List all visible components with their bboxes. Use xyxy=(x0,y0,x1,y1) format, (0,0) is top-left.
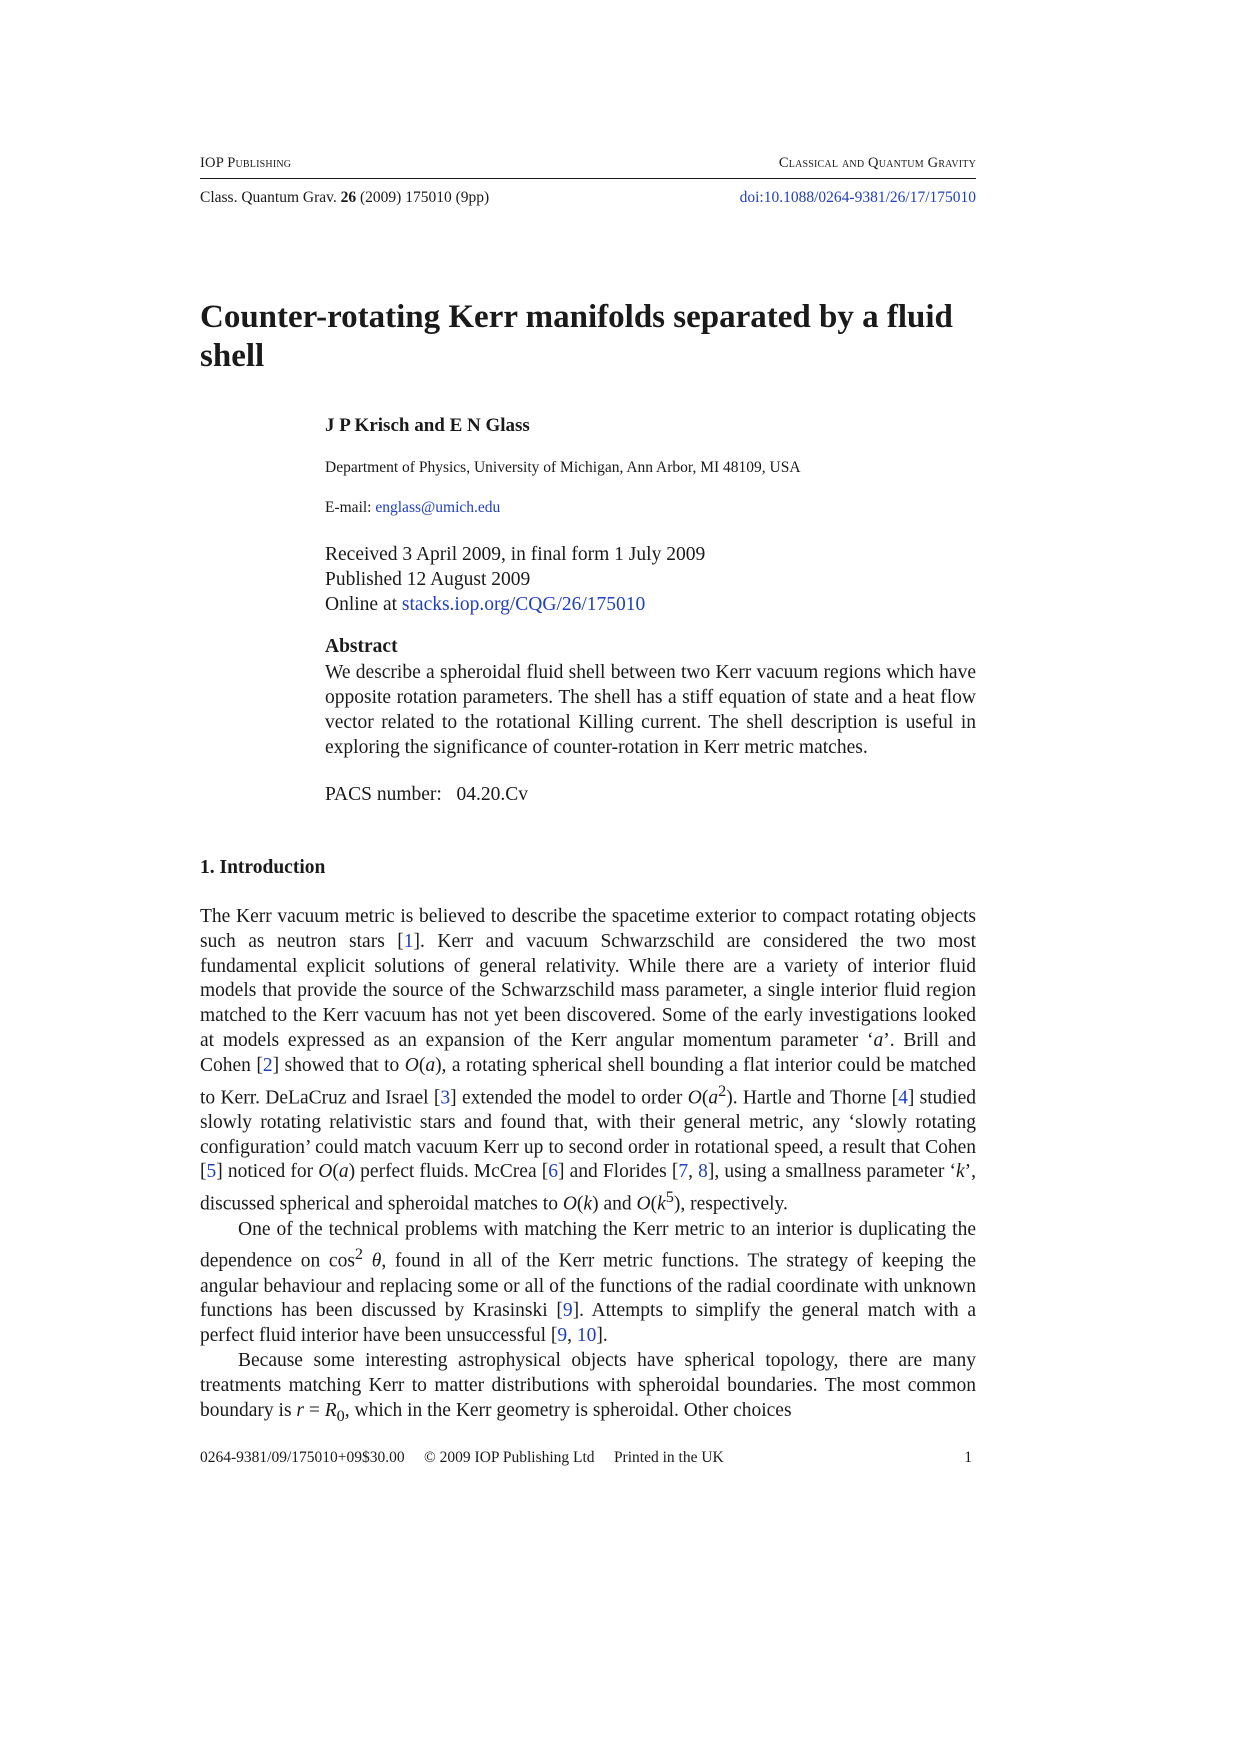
journal-name: Classical and Quantum Gravity xyxy=(778,155,976,171)
doi-link[interactable]: doi:10.1088/0264-9381/26/17/175010 xyxy=(739,189,976,206)
citation-line xyxy=(200,189,489,207)
citation-ref-4[interactable]: 4 xyxy=(898,1087,908,1109)
footer-copyright: © 2009 IOP Publishing Ltd xyxy=(424,1449,595,1466)
dates-block xyxy=(325,542,705,617)
pacs-line xyxy=(325,782,528,807)
authors: J P Krisch and E N Glass xyxy=(325,415,530,436)
header-rule xyxy=(200,178,976,179)
footer-code: 0264-9381/09/175010+09$30.00 xyxy=(200,1449,405,1466)
citation-ref-10[interactable]: 10 xyxy=(576,1325,597,1347)
citation-ref-1[interactable]: 1 xyxy=(403,930,414,952)
citation-ref-3[interactable]: 3 xyxy=(440,1087,451,1109)
online-link[interactable]: stacks.iop.org/CQG/26/175010 xyxy=(401,594,646,615)
article-title: Counter-rotating Kerr manifolds separated by a fluid shell xyxy=(200,299,953,374)
doi-link-container xyxy=(740,189,976,207)
abstract-text: We describe a spheroidal fluid shell between two Kerr vacuum regions which have opposite rotation parameters. The shell has a stiff equation of state and a heat flow vector related to the rotational Killing current. The shell description is useful in exploring the significance of counter-rotation in Kerr metric matches. xyxy=(325,662,976,758)
email-line xyxy=(325,499,500,517)
citation-details: (2009) 175010 (9pp) xyxy=(360,189,490,206)
pacs-value: 04.20.Cv xyxy=(456,784,528,805)
page-footer xyxy=(200,1449,976,1467)
online-line xyxy=(325,592,705,617)
abstract-heading: Abstract xyxy=(325,636,398,657)
affiliation: Department of Physics, University of Michigan, Ann Arbor, MI 48109, USA xyxy=(325,459,801,476)
paragraph-3: Because some interesting astrophysical objects have spherical topology, there are many treatments matching Kerr to matter distributions with spheroidal boundaries. The most common boundary is $r = R_0$, which in the Kerr geometry is spheroidal. Other choices xyxy=(200,1350,976,1425)
email-link[interactable]: englass@umich.edu xyxy=(375,499,501,516)
citation-ref-2[interactable]: 2 xyxy=(262,1054,273,1076)
section-heading: 1. Introduction xyxy=(200,857,326,878)
citation-ref-9[interactable]: 9 xyxy=(562,1300,573,1322)
pacs-label: PACS number: xyxy=(325,784,442,805)
paragraph-1: The Kerr vacuum metric is believed to describe the spacetime exterior to compact rotating objects such as neutron stars [1]. Kerr and vacuum Schwarzschild are considered the two most fundamental explicit solutions of general relativity. While there are a variety of interior fluid models that provide the source of the Schwarzschild mass parameter, a single interior fluid region matched to the Kerr vacuum has not yet been discovered. Some of the early investigations looked at models expressed as an expansion of the Kerr angular momentum parameter ‘a’. Brill and Cohen [2] showed that to O(a), a rotating spherical shell bounding a flat interior could be matched to Kerr. DeLaCruz and Israel [3] extended the model to order $O(a^2)$. Hartle and Thorne [4] studied slowly rotating relativistic stars and found that, with their general metric, any ‘slowly rotating configuration’ could match vacuum Kerr up to second order in rotational speed, a result that Cohen [5] noticed for O(a) perfect fluids. McCrea [6] and Florides [7, 8], using a smallness parameter ‘k’, discussed spherical and spheroidal matches to O(k) and $O(k^5)$, respectively. xyxy=(200,906,977,1215)
citation-ref-8[interactable]: 8 xyxy=(698,1161,708,1183)
publisher-name: IOP Publishing xyxy=(200,155,292,171)
footer-printed: Printed in the UK xyxy=(613,1449,724,1466)
citation-ref-9b[interactable]: 9 xyxy=(557,1325,568,1347)
citation-journal: Class. Quantum Grav. xyxy=(200,189,337,206)
received-date: Received 3 April 2009, in final form 1 July 2009 xyxy=(325,544,706,565)
online-label: Online at xyxy=(325,594,398,615)
section-body xyxy=(200,905,976,1428)
published-date: Published 12 August 2009 xyxy=(325,569,531,590)
citation-ref-5[interactable]: 5 xyxy=(206,1161,217,1183)
citation-volume: 26 xyxy=(340,189,357,206)
paragraph-2: One of the technical problems with matching the Kerr metric to an interior is duplicating the dependence on $\cos^2 \theta$, found in all of the Kerr metric functions. The strategy of keeping the angular behaviour and replacing some or all of the functions of the radial coordinate with unknown functions has been discussed by Krasinski [9]. Attempts to simplify the general match with a perfect fluid interior have been unsuccessful [9, 10]. xyxy=(200,1218,976,1347)
citation-ref-7[interactable]: 7 xyxy=(678,1161,689,1183)
email-label: E-mail: xyxy=(325,499,372,516)
page-number: 1 xyxy=(964,1449,972,1466)
citation-ref-6[interactable]: 6 xyxy=(548,1161,558,1183)
